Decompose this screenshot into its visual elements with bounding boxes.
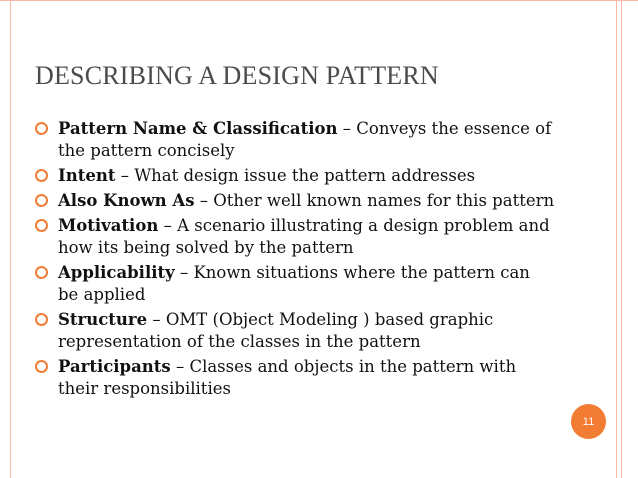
item-term: Applicability <box>58 263 175 282</box>
ring-bullet-icon <box>35 219 48 232</box>
item-description: – Conveys the essence of the pattern concisely <box>58 119 552 160</box>
item-description: – Classes and objects in the pattern with their responsibilities <box>58 357 517 398</box>
list-item-text <box>58 165 555 187</box>
top-border <box>0 0 638 1</box>
item-term: Motivation <box>58 216 159 235</box>
right-border-line <box>616 0 617 478</box>
item-description: – Other well known names for this pattern <box>194 191 555 210</box>
ring-bullet-icon <box>35 122 48 135</box>
list-item <box>35 309 555 353</box>
item-term: Also Known As <box>58 191 195 210</box>
list-item <box>35 165 555 187</box>
ring-bullet-icon <box>35 360 48 373</box>
item-term: Participants <box>58 357 171 376</box>
list-item <box>35 118 555 162</box>
ring-bullet-icon <box>35 194 48 207</box>
slide-title: DESCRIBING A DESIGN PATTERN <box>35 61 439 90</box>
left-border-line <box>10 0 11 478</box>
ring-bullet-icon <box>35 169 48 182</box>
item-description: – Known situations where the pattern can be applied <box>58 263 530 304</box>
item-description: – What design issue the pattern addresses <box>115 166 476 185</box>
page-number: 11 <box>582 415 595 428</box>
list-item-text <box>58 118 555 162</box>
list-item-text <box>58 356 555 400</box>
item-term: Structure <box>58 310 148 329</box>
item-term: Pattern Name & Classification <box>58 119 338 138</box>
right-outer-border-line <box>621 0 631 478</box>
list-item-text <box>58 215 555 259</box>
list-item <box>35 190 555 212</box>
item-description: – OMT (Object Modeling ) based graphic representation of the classes in the pattern <box>58 310 494 351</box>
list-item <box>35 356 555 400</box>
list-item <box>35 262 555 306</box>
list-item <box>35 215 555 259</box>
item-term: Intent <box>58 166 116 185</box>
bullet-list <box>35 118 555 403</box>
list-item-text <box>58 309 555 353</box>
list-item-text <box>58 190 555 212</box>
ring-bullet-icon <box>35 313 48 326</box>
ring-bullet-icon <box>35 266 48 279</box>
page-number-badge <box>571 404 606 439</box>
list-item-text <box>58 262 555 306</box>
item-description: – A scenario illustrating a design problem and how its being solved by the pattern <box>58 216 550 257</box>
